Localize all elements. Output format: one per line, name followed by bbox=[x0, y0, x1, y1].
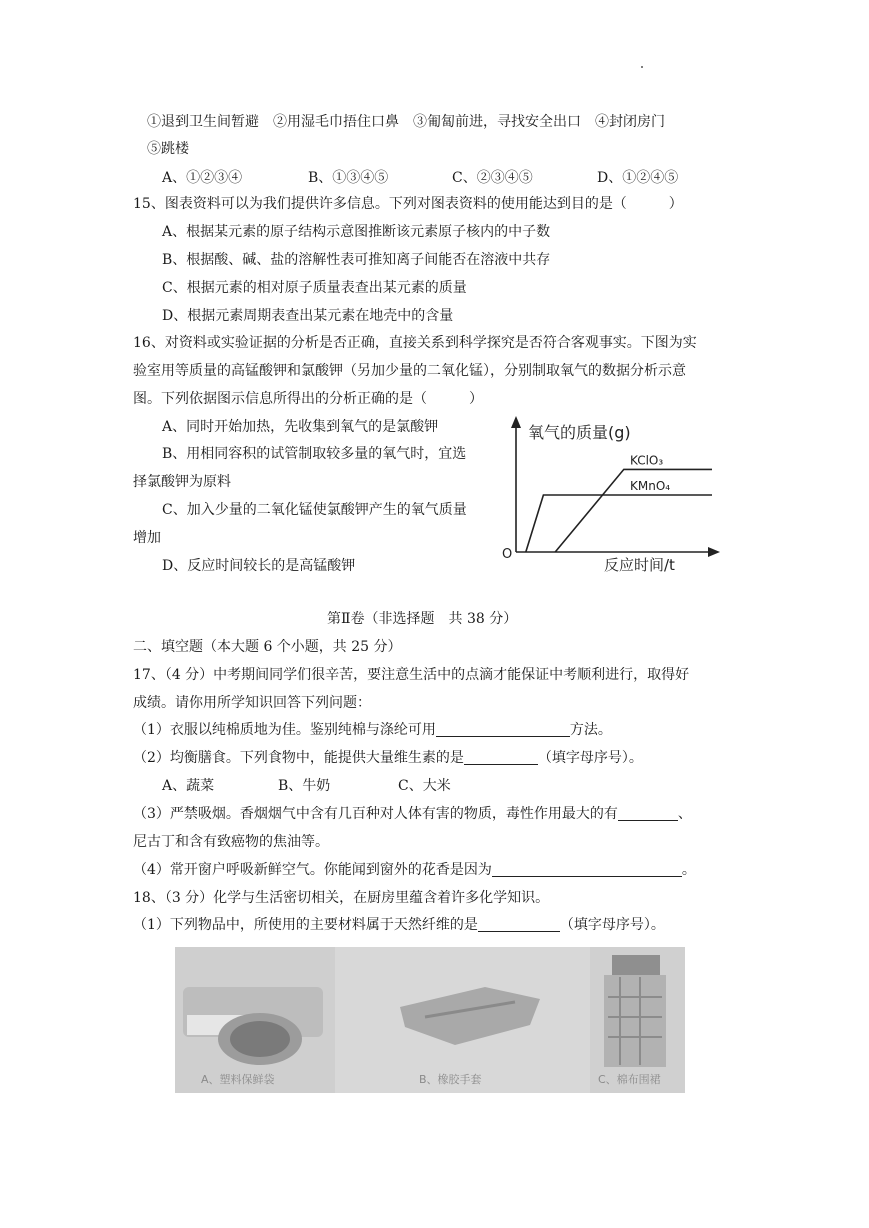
q16-option-c-cont: 增加 bbox=[133, 530, 161, 546]
q14-options-line2: ⑤跳楼 bbox=[147, 141, 189, 157]
q18-part1-blank[interactable] bbox=[478, 915, 560, 932]
q17-part2-option-a: A、蔬菜 bbox=[162, 778, 215, 794]
q16-stem-line3: 图。下列依据图示信息所得出的分析正确的是（ ） bbox=[133, 391, 483, 407]
q17-part2-text: （2）均衡膳食。下列食物中，能提供大量维生素的是 bbox=[133, 750, 464, 766]
q17-stem-line1: 17、（4 分）中考期间同学们很辛苦，要注意生活中的点滴才能保证中考顺利进行，取得好 bbox=[133, 667, 690, 683]
q17-part2-blank[interactable] bbox=[464, 748, 538, 765]
q15-option-d: D、根据元素周期表查出某元素在地壳中的含量 bbox=[162, 308, 454, 324]
y-axis-label: 氧气的质量(g) bbox=[528, 423, 631, 442]
oxygen-mass-chart bbox=[490, 410, 730, 580]
section2-title: 第Ⅱ卷（非选择题 共 38 分） bbox=[327, 611, 518, 627]
q14-choice-d: D、①②④⑤ bbox=[597, 170, 679, 186]
q17-part4-blank[interactable] bbox=[492, 860, 682, 877]
q14-options-line1: ①退到卫生间暂避 ②用湿毛巾捂住口鼻 ③匍匐前进，寻找安全出口 ④封闭房门 bbox=[147, 114, 665, 130]
caption-b: B、橡胶手套 bbox=[419, 1073, 482, 1086]
q17-part2-end: （填字母序号）。 bbox=[537, 750, 643, 766]
kmno4-line bbox=[526, 495, 712, 552]
y-axis-arrow bbox=[511, 416, 521, 428]
q14-choice-a: A、①②③④ bbox=[162, 170, 243, 186]
q15-option-c: C、根据元素的相对原子质量表查出某元素的质量 bbox=[162, 280, 467, 296]
q16-option-c: C、加入少量的二氧化锰使氯酸钾产生的氧气质量 bbox=[162, 502, 467, 518]
q16-stem-line1: 16、对资料或实验证据的分析是否正确，直接关系到科学探究是否符合客观事实。下图为实 bbox=[133, 335, 697, 351]
plastic-wrap-panel bbox=[175, 947, 335, 1093]
kitchen-items-photo bbox=[175, 947, 685, 1093]
q15-option-b: B、根据酸、碱、盐的溶解性表可推知离子间能否在溶液中共存 bbox=[162, 252, 551, 268]
q14-choice-c: C、②③④⑤ bbox=[452, 170, 533, 186]
fill-in-section-title: 二、填空题（本大题 6 个小题，共 25 分） bbox=[133, 639, 402, 655]
q14-choice-b: B、①③④⑤ bbox=[308, 170, 389, 186]
q17-part1-blank[interactable] bbox=[436, 720, 570, 737]
q18-part1-text: （1）下列物品中，所使用的主要材料属于天然纤维的是 bbox=[133, 917, 478, 933]
q17-part3-end: 、 bbox=[677, 806, 692, 822]
rubber-glove-panel bbox=[335, 947, 590, 1093]
q16-option-a: A、同时开始加热，先收集到氧气的是氯酸钾 bbox=[162, 419, 439, 435]
q17-part2 bbox=[133, 748, 643, 768]
q17-part3-blank[interactable] bbox=[618, 804, 678, 821]
q17-part1-text: （1）衣服以纯棉质地为佳。鉴别纯棉与涤纶可用 bbox=[133, 722, 436, 738]
cotton-apron-panel bbox=[590, 947, 685, 1093]
q17-part1-end: 方法。 bbox=[569, 722, 612, 738]
q17-part3-text: （3）严禁吸烟。香烟烟气中含有几百种对人体有害的物质，毒性作用最大的有 bbox=[133, 806, 618, 822]
q17-part1 bbox=[133, 720, 612, 740]
q17-part3-line2: 尼古丁和含有致癌物的焦油等。 bbox=[133, 834, 329, 850]
q17-part4-text: （4）常开窗户呼吸新鲜空气。你能闻到窗外的花香是因为 bbox=[133, 862, 492, 878]
q16-option-b: B、用相同容积的试管制取较多量的氧气时，宜选 bbox=[162, 446, 467, 462]
q18-part1 bbox=[133, 915, 665, 935]
q16-option-b-cont: 择氯酸钾为原料 bbox=[133, 474, 231, 490]
q17-part4 bbox=[133, 860, 696, 880]
caption-c: C、棉布围裙 bbox=[598, 1073, 661, 1086]
q17-part4-end: 。 bbox=[681, 862, 696, 878]
q16-stem-line2: 验室用等质量的高锰酸钾和氯酸钾（另加少量的二氧化锰），分别制取氧气的数据分析示意 bbox=[133, 363, 686, 379]
q17-part2-option-b: B、牛奶 bbox=[278, 778, 331, 794]
q18-part1-end: （填字母序号）。 bbox=[559, 917, 665, 933]
origin-label: O bbox=[502, 547, 513, 562]
q18-stem: 18、（3 分）化学与生活密切相关，在厨房里蕴含着许多化学知识。 bbox=[133, 890, 550, 906]
x-axis-label: 反应时间/t bbox=[604, 556, 675, 574]
x-axis-arrow bbox=[708, 547, 720, 557]
q15-option-a: A、根据某元素的原子结构示意图推断该元素原子核内的中子数 bbox=[162, 224, 551, 240]
q17-part3 bbox=[133, 804, 692, 824]
kmno4-series-label: KMnO₄ bbox=[630, 479, 671, 493]
q17-stem-line2: 成绩。请你用所学知识回答下列问题： bbox=[133, 695, 371, 711]
kclo3-series-label: KClO₃ bbox=[630, 453, 664, 468]
page-mark-dot bbox=[641, 66, 643, 68]
q15-stem: 15、图表资料可以为我们提供许多信息。下列对图表资料的使用能达到目的是（ ） bbox=[133, 196, 683, 212]
q16-option-d: D、反应时间较长的是高锰酸钾 bbox=[162, 558, 356, 574]
caption-a: A、塑料保鲜袋 bbox=[201, 1073, 275, 1086]
q17-part2-option-c: C、大米 bbox=[398, 778, 451, 794]
